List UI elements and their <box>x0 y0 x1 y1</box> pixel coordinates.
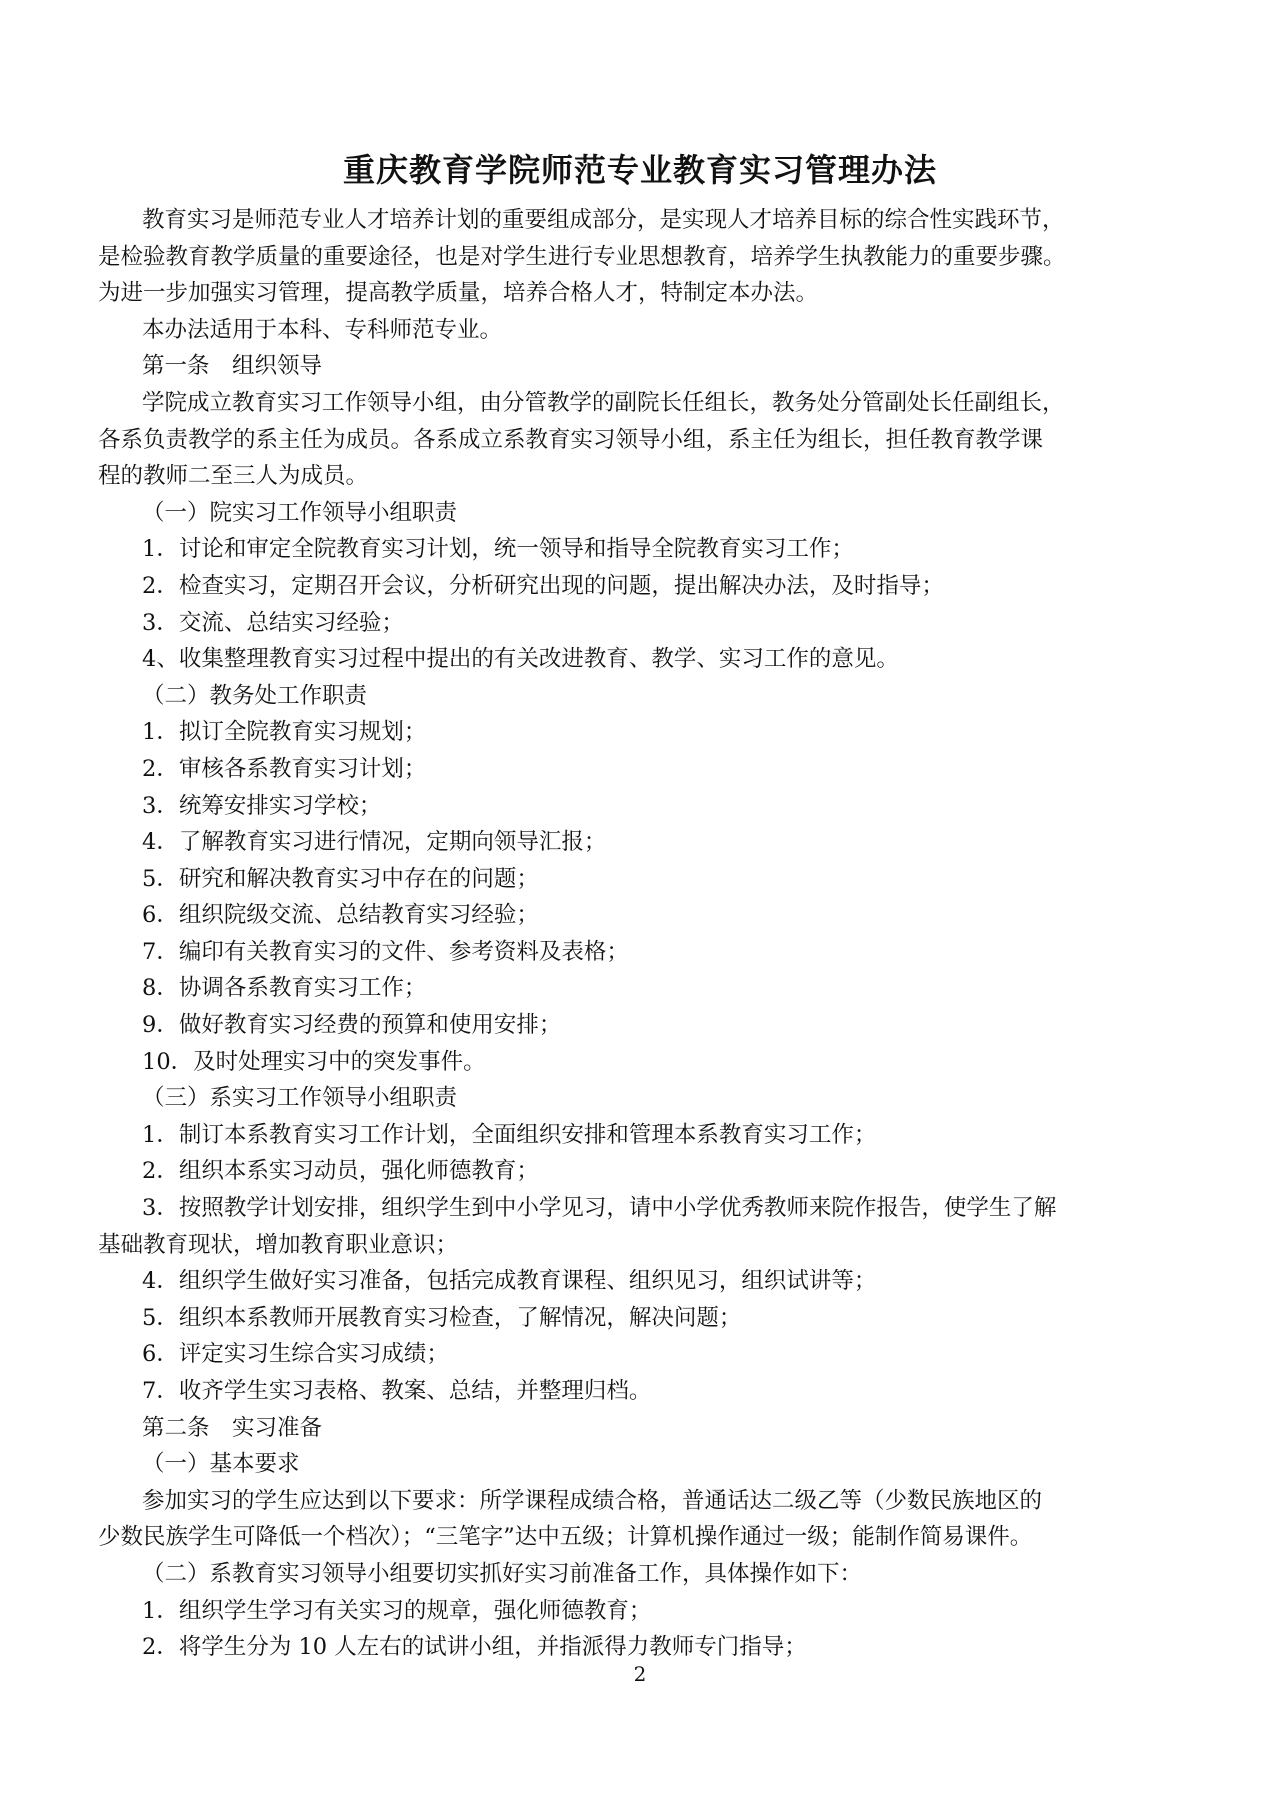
text-line: 7．收齐学生实习表格、教案、总结，并整理归档。 <box>142 1378 652 1404</box>
page-number: 2 <box>633 1662 647 1686</box>
text-line: （一）院实习工作领导小组职责 <box>142 499 458 526</box>
text-line: 基础教育现状，增加教育职业意识； <box>98 1231 459 1258</box>
text-line: 为进一步加强实习管理，提高教学质量，培养合格人才，特制定本办法。 <box>98 280 819 307</box>
text-line: 4、收集整理教育实习过程中提出的有关改进教育、教学、实习工作的意见。 <box>142 646 899 673</box>
text-line: 1．拟订全院教育实习规划； <box>142 719 427 746</box>
text-line: 5．研究和解决教育实习中存在的问题； <box>142 865 539 892</box>
text-line: 少数民族学生可降低一个档次）；“三笔字”达中五级；计算机操作通过一级；能制作简易课件。 <box>98 1524 1033 1551</box>
text-line: 8．协调各系教育实习工作； <box>142 975 427 1002</box>
document-body <box>98 202 1182 1666</box>
document-title: 重庆教育学院师范专业教育实习管理办法 <box>342 151 937 189</box>
text-line: 1．讨论和审定全院教育实习计划，统一领导和指导全院教育实习工作； <box>142 536 854 563</box>
text-line: 1．制订本系教育实习工作计划，全面组织安排和管理本系教育实习工作； <box>142 1121 877 1148</box>
text-line: 2．审核各系教育实习计划； <box>142 755 427 782</box>
text-line: （二）系教育实习领导小组要切实抓好实习前准备工作，具体操作如下： <box>142 1560 863 1587</box>
text-line: 第一条 组织领导 <box>142 353 323 380</box>
text-line: 6．组织院级交流、总结教育实习经验； <box>142 902 539 929</box>
text-line: 参加实习的学生应达到以下要求：所学课程成绩合格，普通话达二级乙等（少数民族地区的 <box>142 1487 1043 1514</box>
text-line: 1．组织学生学习有关实习的规章，强化师德教育； <box>142 1597 652 1624</box>
text-line: 3．按照教学计划安排，组织学生到中小学见习，请中小学优秀教师来院作报告，使学生了解 <box>142 1195 1057 1222</box>
text-line: 2．组织本系实习动员，强化师德教育； <box>142 1158 539 1185</box>
text-line: （三）系实习工作领导小组职责 <box>142 1085 458 1112</box>
text-line: 是检验教育教学质量的重要途径，也是对学生进行专业思想教育，培养学生执教能力的重要步骤。 <box>98 243 1066 270</box>
text-line: 2．将学生分为 10 人左右的试讲小组，并指派得力教师专门指导； <box>142 1634 807 1661</box>
text-line: 5．组织本系教师开展教育实习检查，了解情况，解决问题； <box>142 1304 742 1331</box>
text-line: 各系负责教学的系主任为成员。各系成立系教育实习领导小组，系主任为组长，担任教育教学课 <box>98 426 1044 453</box>
text-line: 7．编印有关教育实习的文件、参考资料及表格； <box>142 938 629 965</box>
text-line: 本办法适用于本科、专科师范专业。 <box>142 316 503 343</box>
text-line: （一）基本要求 <box>142 1451 300 1478</box>
text-line: 4．组织学生做好实习准备，包括完成教育课程、组织见习，组织试讲等； <box>142 1268 877 1295</box>
text-line: 程的教师二至三人为成员。 <box>98 463 369 490</box>
text-line: 2．检查实习，定期召开会议，分析研究出现的问题，提出解决办法，及时指导； <box>142 572 944 599</box>
text-line: 6．评定实习生综合实习成绩； <box>142 1341 449 1368</box>
text-line: 10．及时处理实习中的突发事件。 <box>142 1048 486 1075</box>
text-line: 3．交流、总结实习经验； <box>142 609 404 636</box>
text-line: 4．了解教育实习进行情况，定期向领导汇报； <box>142 829 607 856</box>
text-line: （二）教务处工作职责 <box>142 682 368 709</box>
text-line: 3．统筹安排实习学校； <box>142 792 382 819</box>
text-line: 第二条 实习准备 <box>142 1414 323 1441</box>
text-line: 9．做好教育实习经费的预算和使用安排； <box>142 1012 562 1039</box>
text-line: 学院成立教育实习工作领导小组，由分管教学的副院长任组长，教务处分管副处长任副组长， <box>142 389 1065 416</box>
text-line: 教育实习是师范专业人才培养计划的重要组成部分，是实现人才培养目标的综合性实践环节， <box>142 207 1065 233</box>
